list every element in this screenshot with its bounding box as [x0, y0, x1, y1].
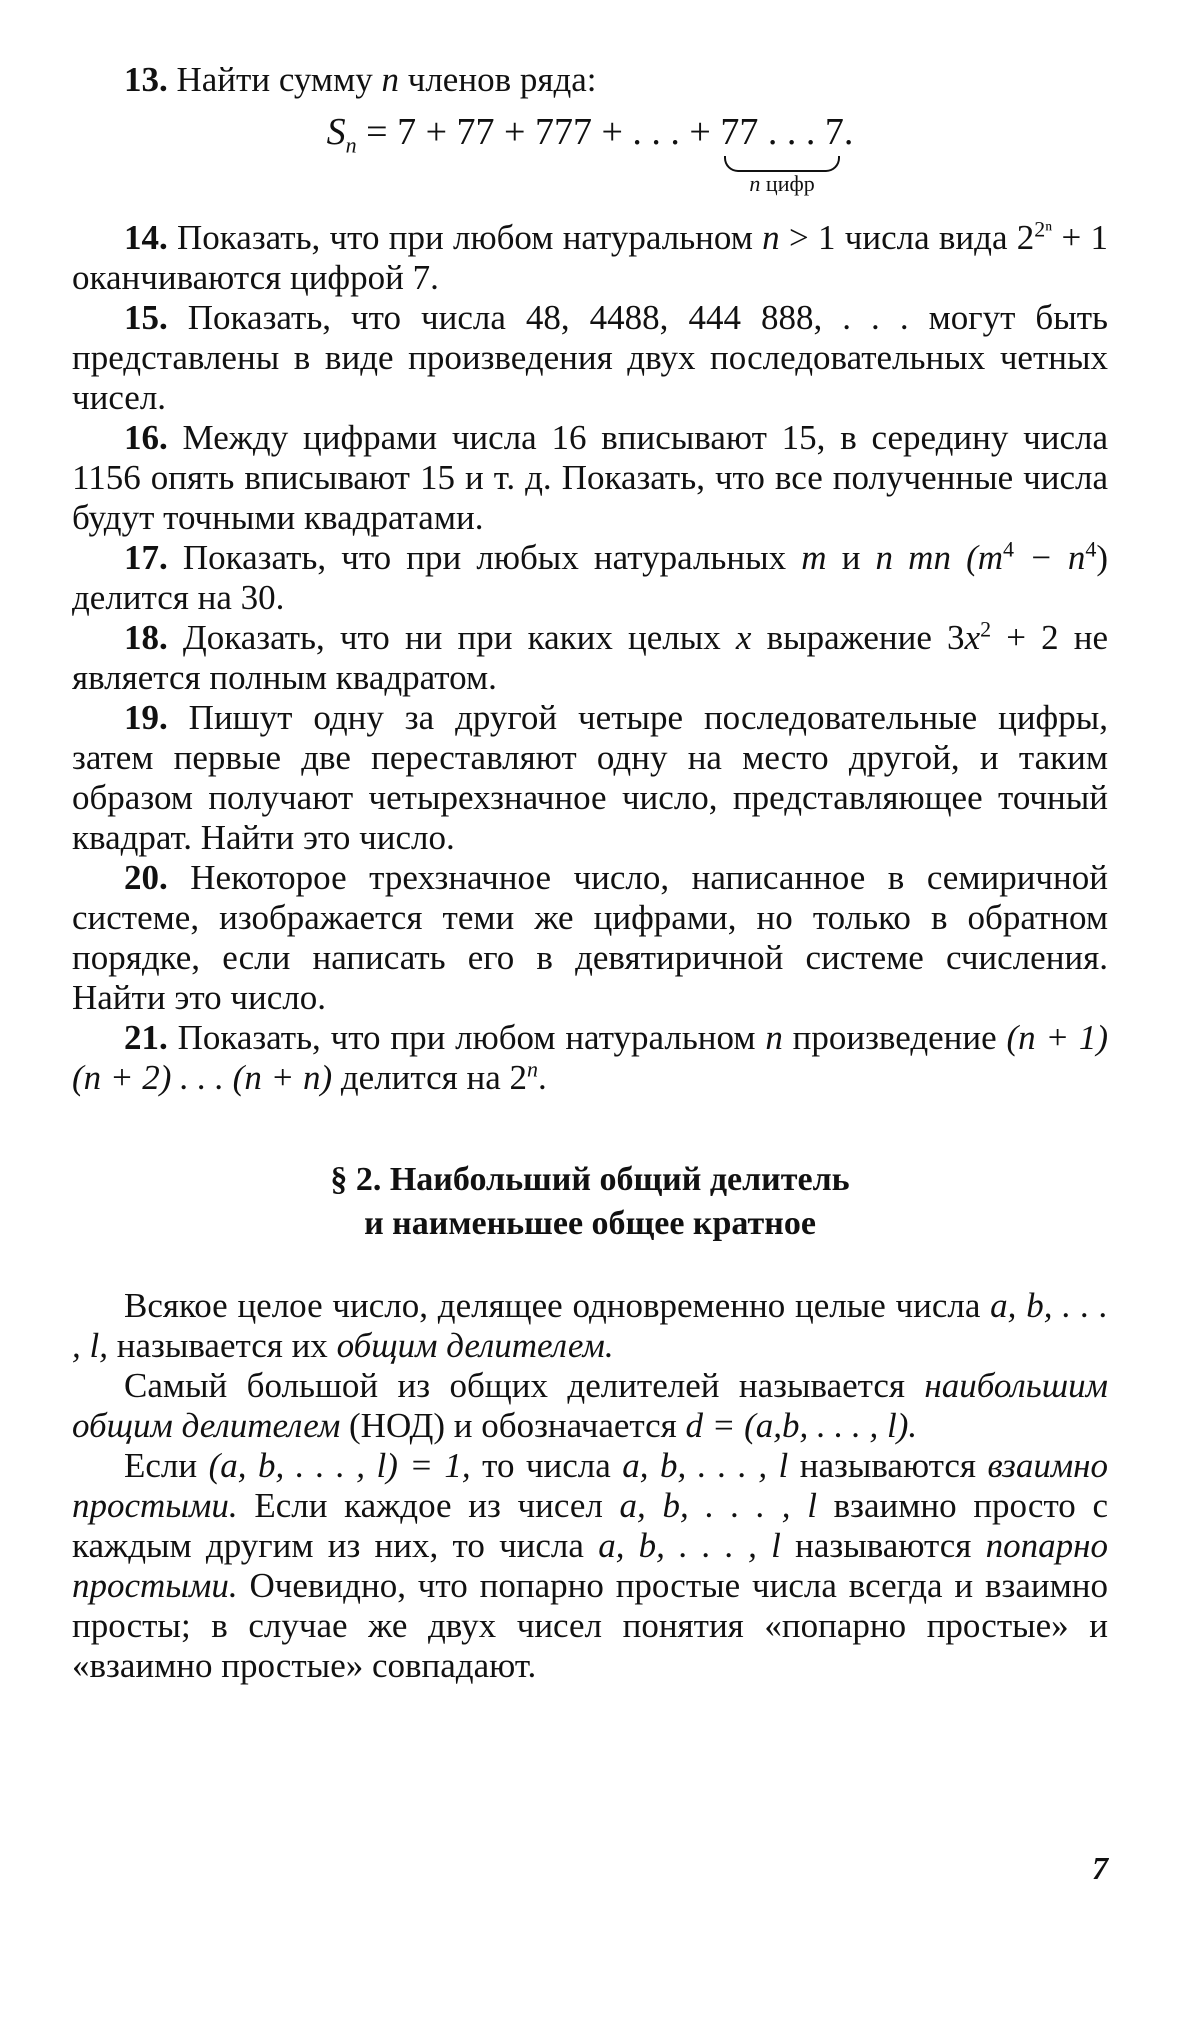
underbrace: 77 . . . 7 n цифр: [720, 111, 844, 196]
problem-15: 15. Показать, что числа 48, 4488, 444 888, . . . могут быть представлены в виде произведения двух последовательных четных чисел.: [72, 298, 1108, 417]
problem-21: 21. Показать, что при любом натуральном n произведение (n + 1) (n + 2) . . . (n + n) делится на 2$^n$.: [72, 1018, 1109, 1097]
problem-13: 13. Найти сумму n членов ряда:: [124, 60, 597, 99]
paragraph-common-divisor: Всякое целое число, делящее одновременно целые числа a, b, . . . , l, называется их общим делителем.: [72, 1286, 1109, 1365]
problem-19: 19. Пишут одну за другой четыре последовательные цифры, затем первые две переставляют одну на место другой, и таким образом получают четырехзначное число, представляющее точный квадрат. Найти это число.: [72, 698, 1108, 857]
series-formula: $S_n = 7 + 77 + 777$ + . . . + 77 . . . 7 n цифр .: [326, 111, 854, 196]
problem-20: 20. Некоторое трехзначное число, написанное в семиричной системе, изображается теми же цифрами, но только в обратном порядке, если написать его в девятиричной системе счисления. Найти это число.: [72, 858, 1108, 1017]
paragraph-coprime: Если (a, b, . . . , l) = 1, то числа a, b, . . . , l называются взаимно простыми. Если каждое из чисел a, b, . . . , l взаимно просто с каждым другим из них, то числа a, b, . . . , l называются попарно простыми. Очевидно, что попарно простые числа всегда и взаимно просты; в случае же двух чисел понятия «попарно простые» и «взаимно простые» совпадают.: [72, 1446, 1109, 1685]
paragraph-gcd: Самый большой из общих делителей называется наибольшим общим делителем (НОД) и обозначается d = (a,b, . . . , l).: [72, 1366, 1108, 1445]
problem-16: 16. Между цифрами числа 16 вписывают 15, в середину числа 1156 опять вписывают 15 и т. д. Показать, что все полученные числа будут точными квадратами.: [72, 418, 1108, 537]
problem-18: 18. Доказать, что ни при каких целых x выражение $3x^2 + 2$ не является полным квадратом.: [72, 616, 1109, 697]
page-number: 7: [1092, 1850, 1108, 1886]
section-heading: § 2. Наибольший общий делитель и наименьшее общее кратное: [330, 1161, 850, 1242]
problem-17: 17. Показать, что при любых натуральных m и n mn $(m^4 - n^4)$ делится на 30.: [72, 536, 1109, 617]
underbrace-shape: [724, 156, 840, 172]
problem-14: 14. Показать, что при любом натуральном n > 1 числа вида $2^{2^n} + 1$ оканчиваются цифрой 7.: [72, 216, 1109, 297]
problem-number: 13.: [124, 60, 168, 99]
